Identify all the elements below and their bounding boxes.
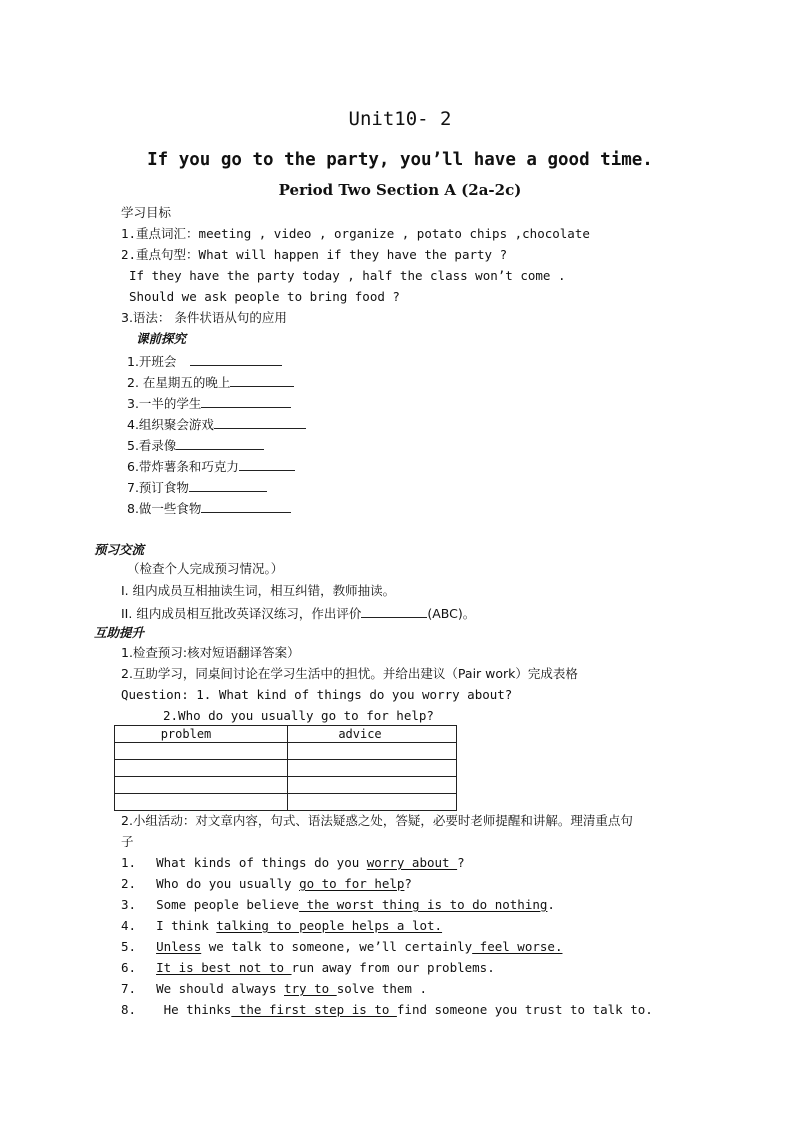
improve-heading: 互助提升	[94, 625, 145, 640]
table-cell[interactable]	[288, 794, 457, 811]
key-sentence: 7. We should always try to solve them .	[121, 981, 427, 996]
period-title: Period Two Section A (2a-2c)	[278, 181, 522, 199]
answer-blank[interactable]	[239, 457, 295, 471]
answer-blank[interactable]	[201, 499, 291, 513]
preclass-item: 7.预订食物	[127, 478, 267, 496]
key-sentence: 2. Who do you usually go to for help?	[121, 876, 412, 891]
preclass-item: 8.做一些食物	[127, 499, 291, 517]
table-header-problem: problem	[115, 726, 288, 743]
lesson-title: If you go to the party, you’ll have a good time.	[147, 150, 653, 170]
goals-example-2: Should we ask people to bring food ?	[129, 289, 400, 304]
key-sentence: 8. He thinks the first step is to find someone you trust to talk to.	[121, 1002, 653, 1017]
key-sentence: 1. What kinds of things do you worry about ?	[121, 855, 465, 870]
answer-blank[interactable]	[214, 415, 306, 429]
answer-blank[interactable]	[176, 436, 264, 450]
preclass-item: 5.看录像	[127, 436, 264, 454]
preclass-item: 6.带炸薯条和巧克力	[127, 457, 295, 475]
preclass-heading: 课前探究	[136, 331, 187, 346]
goals-grammar: 3.语法： 条件状语从句的应用	[121, 310, 287, 325]
key-sentence: 4. I think talking to people helps a lot.	[121, 918, 443, 933]
group-activity-line-2: 子	[121, 834, 134, 849]
table-row	[115, 777, 457, 794]
table-cell[interactable]	[115, 794, 288, 811]
answer-blank[interactable]	[230, 373, 294, 387]
exchange-step-1: I. 组内成员互相抽读生词，相互纠错，教师抽读。	[121, 583, 396, 598]
improve-check: 1.检查预习:核对短语翻译答案）	[121, 645, 300, 660]
exchange-note: （检查个人完成预习情况。）	[127, 561, 284, 576]
answer-blank[interactable]	[201, 394, 291, 408]
answer-blank[interactable]	[190, 352, 282, 366]
question-2: 2.Who do you usually go to for help?	[163, 708, 434, 723]
key-sentence: 3. Some people believe the worst thing is to do nothing.	[121, 897, 555, 912]
group-activity-line-1: 2.小组活动：对文章内容，句式、语法疑惑之处，答疑，必要时老师提醒和讲解。理清重点句	[121, 813, 633, 828]
rating-blank[interactable]	[361, 604, 427, 618]
table-cell[interactable]	[288, 777, 457, 794]
key-sentence: 6. It is best not to run away from our problems.	[121, 960, 495, 975]
exchange-heading: 预习交流	[94, 542, 145, 557]
improve-pair: 2.互助学习，同桌间讨论在学习生活中的担忧。并给出建议（Pair work）完成表格	[121, 666, 578, 681]
answer-blank[interactable]	[189, 478, 267, 492]
preclass-item: 3.一半的学生	[127, 394, 291, 412]
table-cell[interactable]	[115, 743, 288, 760]
goals-heading: 学习目标	[121, 205, 172, 220]
problem-advice-table	[114, 725, 457, 811]
table-row	[115, 760, 457, 777]
goals-example-1: If they have the party today , half the class won’t come .	[129, 268, 566, 283]
exchange-step-2: II. 组内成员相互批改英译汉练习，作出评价 (ABC)。	[121, 606, 476, 621]
preclass-item: 1.开班会	[127, 352, 282, 370]
preclass-item: 4.组织聚会游戏	[127, 415, 306, 433]
table-row	[115, 794, 457, 811]
goals-sentences: 2.重点句型：What will happen if they have the party ?	[121, 247, 508, 262]
table-cell[interactable]	[115, 777, 288, 794]
preclass-item: 2. 在星期五的晚上	[127, 373, 294, 391]
key-sentence: 5. Unless we talk to someone, we’ll certainly feel worse.	[121, 939, 563, 954]
goals-vocab: 1.重点词汇：meeting , video , organize , potato chips ,chocolate	[121, 226, 590, 241]
unit-title: Unit10- 2	[348, 108, 452, 130]
table-cell[interactable]	[288, 743, 457, 760]
table-row	[115, 743, 457, 760]
table-cell[interactable]	[288, 760, 457, 777]
question-1: Question: 1. What kind of things do you worry about?	[121, 687, 513, 702]
table-cell[interactable]	[115, 760, 288, 777]
table-header-advice: advice	[288, 726, 457, 743]
